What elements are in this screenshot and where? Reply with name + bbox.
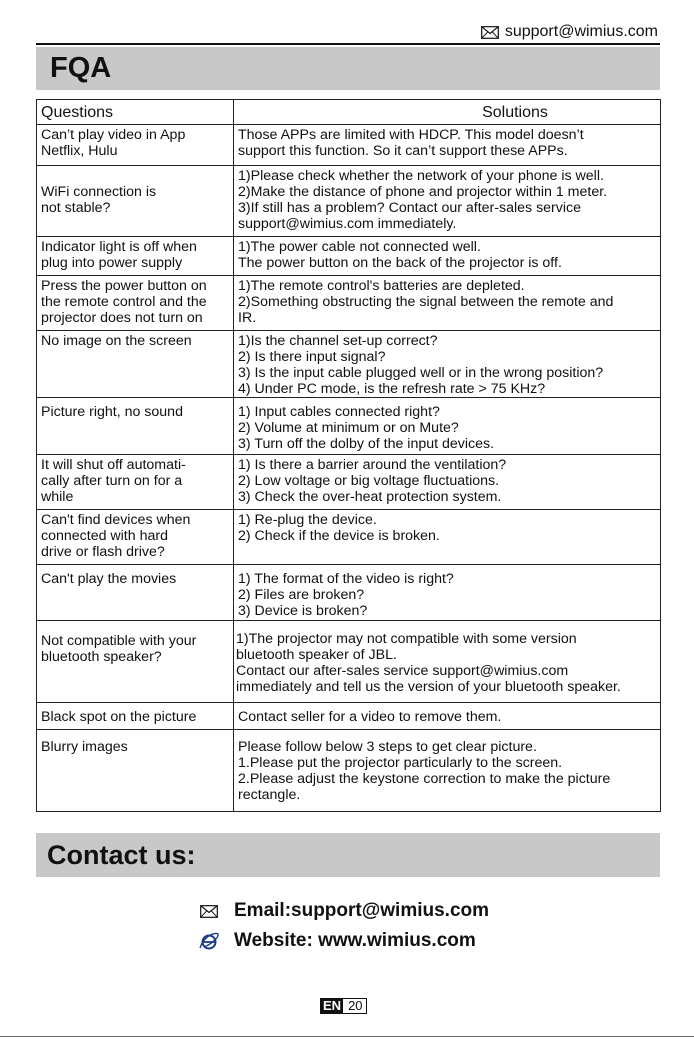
solution-cell: 1)Is the channel set-up correct? 2) Is there input signal? 3) Is the input cable plugged well or in the wrong position? 4) Under PC mode, is the refresh rate > 75 KHz? <box>234 331 661 398</box>
table-row <box>37 730 661 812</box>
question-cell: Can't play the movies <box>37 565 234 621</box>
contact-website-text: Website: www.wimius.com <box>234 930 476 951</box>
question-cell: It will shut off automati- cally after turn on for a while <box>37 455 234 510</box>
contact-email-text: Email:support@wimius.com <box>234 900 490 921</box>
solution-cell: 1) Input cables connected right? 2) Volume at minimum or on Mute? 3) Turn off the dolby of the input devices. <box>234 398 661 455</box>
table-row <box>37 621 661 703</box>
question-cell: No image on the screen <box>37 331 234 398</box>
contact-email <box>198 900 489 922</box>
question-cell: Indicator light is off when plug into power supply <box>37 237 234 276</box>
question-cell: Blurry images <box>37 730 234 812</box>
solution-cell: 1) Re-plug the device. 2) Check if the device is broken. <box>234 510 661 565</box>
question-cell: Not compatible with your bluetooth speaker? <box>37 621 234 703</box>
solution-cell: 1)Please check whether the network of your phone is well. 2)Make the distance of phone and projector within 1 meter. 3)If still has a problem? Contact our after-sales service support@wimius.com immediately. <box>234 166 661 237</box>
solution-cell: Those APPs are limited with HDCP. This model doesn’t support this function. So it can’t support these APPs. <box>234 125 661 166</box>
internet-explorer-icon <box>198 931 220 951</box>
table-row <box>37 398 661 455</box>
solutions-header: Solutions <box>234 100 661 125</box>
header-email-text: support@wimius.com <box>504 23 658 40</box>
table-row <box>37 703 661 730</box>
question-cell: Press the power button on the remote control and the projector does not turn on <box>37 276 234 331</box>
page-number-badge <box>320 998 367 1014</box>
fqa-table <box>36 99 661 812</box>
questions-header: Questions <box>37 100 234 125</box>
header-email <box>479 22 658 42</box>
solution-cell: Please follow below 3 steps to get clear picture. 1.Please put the projector particularly to the screen. 2.Please adjust the keystone correction to make the picture rectangle. <box>234 730 661 812</box>
question-cell: Black spot on the picture <box>37 703 234 730</box>
solution-cell: 1)The projector may not compatible with some version bluetooth speaker of JBL. Contact our after-sales service support@wimius.com immediately and tell us the version of your bluetooth speaker. <box>234 621 661 703</box>
language-label: EN <box>323 998 342 1013</box>
table-header-row <box>37 100 661 125</box>
table-row <box>37 276 661 331</box>
envelope-icon <box>198 901 220 921</box>
solution-cell: Contact seller for a video to remove them. <box>234 703 661 730</box>
table-row <box>37 166 661 237</box>
table-row <box>37 455 661 510</box>
question-cell: Picture right, no sound <box>37 398 234 455</box>
question-cell: WiFi connection is not stable? <box>37 166 234 237</box>
contact-title: Contact us: <box>36 833 660 877</box>
header-divider <box>36 43 660 45</box>
solution-cell: 1) The format of the video is right? 2) Files are broken? 3) Device is broken? <box>234 565 661 621</box>
envelope-icon <box>479 22 501 42</box>
bottom-divider <box>0 1036 694 1037</box>
solution-cell: 1) Is there a barrier around the ventilation? 2) Low voltage or big voltage fluctuations. 3) Check the over-heat protection system. <box>234 455 661 510</box>
contact-website <box>198 930 476 952</box>
table-row <box>37 125 661 166</box>
page-number: 20 <box>348 998 363 1013</box>
question-cell: Can't find devices when connected with hard drive or flash drive? <box>37 510 234 565</box>
table-row <box>37 331 661 398</box>
table-row <box>37 565 661 621</box>
table-row <box>37 510 661 565</box>
table-row <box>37 237 661 276</box>
solution-cell: 1)The remote control's batteries are depleted. 2)Something obstructing the signal between the remote and IR. <box>234 276 661 331</box>
solution-cell: 1)The power cable not connected well. The power button on the back of the projector is off. <box>234 237 661 276</box>
fqa-title: FQA <box>36 47 660 90</box>
question-cell: Can’t play video in App Netflix, Hulu <box>37 125 234 166</box>
